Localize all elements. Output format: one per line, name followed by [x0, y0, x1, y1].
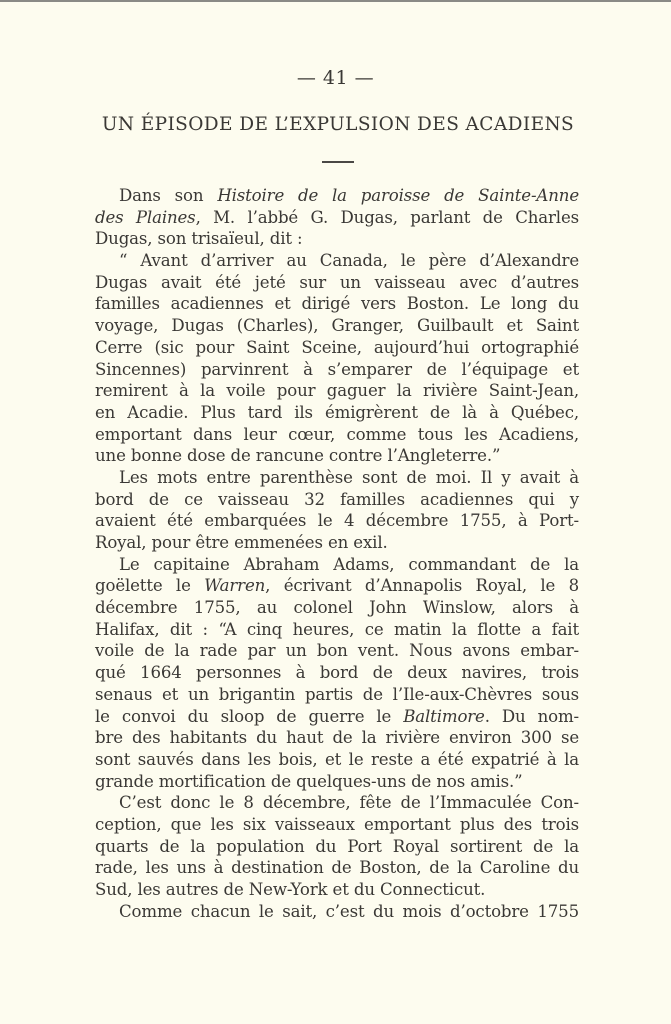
text-line	[95, 337, 579, 359]
text-line	[95, 771, 579, 793]
text-segment: rade, les uns à destination de Boston, de la Caroline du	[95, 858, 579, 878]
text-line	[95, 662, 579, 684]
text-line	[95, 315, 579, 337]
text-line	[95, 597, 579, 619]
text-segment: qué 1664 personnes à bord de deux navires, trois	[95, 663, 579, 683]
text-line	[95, 684, 579, 706]
text-segment: en Acadie. Plus tard ils émigrèrent de là à Québec,	[95, 402, 579, 422]
text-line	[95, 228, 579, 250]
text-line	[95, 359, 579, 381]
text-segment: ception, que les six vaisseaux emportant plus des trois	[95, 814, 579, 834]
text-segment: emportant dans leur cœur, comme tous les Acadiens,	[95, 424, 579, 444]
text-line	[95, 901, 579, 923]
text-segment: remirent à la voile pour gaguer la rivière Saint-Jean,	[95, 381, 579, 401]
text-line	[95, 836, 579, 858]
text-line	[95, 792, 579, 814]
text-line	[95, 467, 579, 489]
text-segment: voyage, Dugas (Charles), Granger, Guilbault et Saint	[95, 316, 579, 336]
text-line	[95, 272, 579, 294]
text-segment: Les mots entre parenthèse sont de moi. Il y avait à	[119, 467, 579, 487]
page-number: — 41 —	[296, 67, 375, 89]
text-line	[95, 857, 579, 879]
chapter-title: UN ÉPISODE DE L’EXPULSION DES ACADIENS	[101, 114, 575, 135]
text-segment: Comme chacun le sait, c’est du mois d’octobre 1755	[119, 901, 579, 921]
italic-title-text: Baltimore	[403, 706, 485, 726]
text-segment: Dugas avait été jeté sur un vaisseau avec d’autres	[95, 272, 579, 292]
text-segment: goëlette le	[95, 576, 205, 596]
text-segment: avaient été embarquées le 4 décembre 1755, à Port-	[95, 511, 579, 531]
text-segment: Halifax, dit : “A cinq heures, ce matin la flotte a fait	[95, 619, 579, 639]
text-line	[95, 380, 579, 402]
text-line	[95, 250, 579, 272]
text-line	[95, 749, 579, 771]
text-line	[95, 575, 579, 597]
text-segment: bord de ce vaisseau 32 familles acadiennes qui y	[95, 489, 579, 509]
text-segment: une bonne dose de rancune contre l’Angleterre.”	[95, 446, 501, 466]
text-segment: le convoi du sloop de guerre le	[95, 706, 404, 726]
text-line	[95, 402, 579, 424]
text-line	[95, 554, 579, 576]
text-line	[95, 424, 579, 446]
text-segment: “ Avant d’arriver au Canada, le père d’Alexandre	[119, 251, 579, 271]
text-segment: décembre 1755, au colonel John Winslow, alors à	[95, 598, 579, 618]
text-segment: Dugas, son trisaïeul, dit :	[95, 229, 303, 249]
text-segment: grande mortification de quelques-uns de nos amis.”	[95, 771, 523, 791]
italic-title-text: des Plaines	[95, 207, 196, 227]
body-text	[95, 185, 579, 922]
text-segment: , écrivant d’Annapolis Royal, le 8	[265, 576, 580, 596]
text-segment: C’est donc le 8 décembre, fête de l’Immaculée Con-	[119, 793, 579, 813]
text-line	[95, 640, 579, 662]
text-line	[95, 293, 579, 315]
text-segment: Dans son	[119, 186, 218, 205]
text-line	[95, 727, 579, 749]
text-segment: familles acadiennes et dirigé vers Boston. Le long du	[95, 294, 579, 314]
text-segment: , M. l’abbé G. Dugas, parlant de Charles	[195, 207, 579, 227]
text-line	[95, 510, 579, 532]
scan-top-edge	[0, 0, 671, 2]
text-segment: bre des habitants du haut de la rivière environ 300 se	[95, 728, 579, 748]
text-line	[95, 814, 579, 836]
text-line	[95, 445, 579, 467]
text-line	[95, 879, 579, 901]
text-segment: quarts de la population du Port Royal sortirent de la	[95, 836, 579, 856]
text-line	[95, 489, 579, 511]
italic-title-text: Histoire de la paroisse de Sainte-Anne	[217, 186, 579, 205]
text-segment: sont sauvés dans les bois, et le reste a été expatrié à la	[95, 749, 579, 769]
italic-title-text: Warren	[204, 576, 266, 596]
text-line	[95, 532, 579, 554]
text-line	[95, 619, 579, 641]
text-line	[95, 706, 579, 728]
text-segment: senaus et un brigantin partis de l’Ile-aux-Chèvres sous	[95, 684, 579, 704]
text-segment: Sincennes) parvinrent à s’emparer de l’équipage et	[95, 359, 579, 379]
text-segment: Le capitaine Abraham Adams, commandant de la	[119, 554, 579, 574]
text-segment: Sud, les autres de New-York et du Connecticut.	[95, 880, 486, 899]
title-rule-divider	[322, 161, 354, 163]
text-segment: voile de la rade par un bon vent. Nous avons embar-	[95, 641, 579, 661]
text-line	[95, 185, 579, 207]
text-segment: Cerre (sic pour Saint Sceine, aujourd’hui ortographié	[95, 337, 579, 357]
text-segment: . Du nom-	[484, 706, 579, 726]
text-segment: Royal, pour être emmenées en exil.	[95, 533, 388, 552]
text-line	[95, 207, 579, 229]
